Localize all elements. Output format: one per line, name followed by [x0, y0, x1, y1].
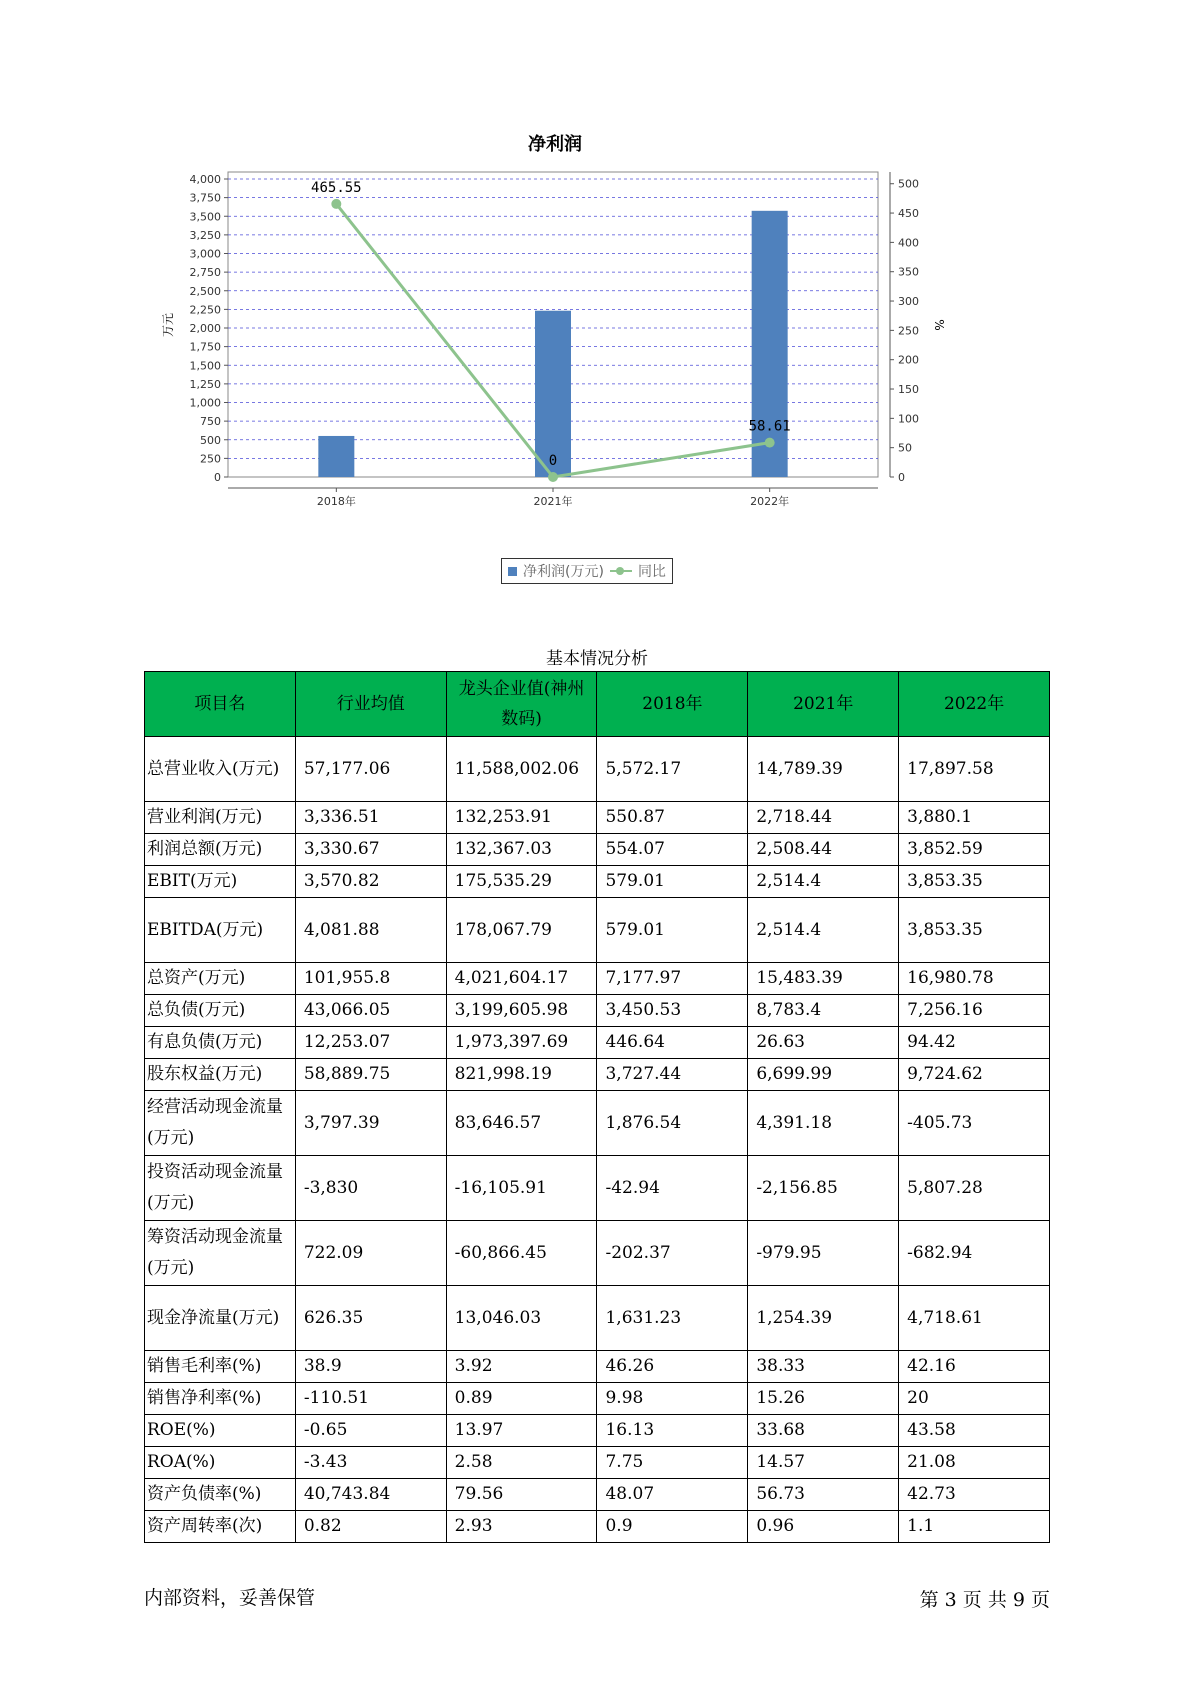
y2-tick-label: 450 — [898, 207, 919, 221]
table-cell: 1,631.23 — [597, 1286, 748, 1351]
table-cell: -3,830 — [295, 1156, 446, 1221]
table-cell: 42.73 — [899, 1479, 1050, 1511]
table-cell: -110.51 — [295, 1383, 446, 1415]
data-label: 58.61 — [748, 418, 791, 435]
y2-tick-label: 350 — [898, 265, 919, 279]
footer-page-number: 第 3 页 共 9 页 — [919, 1589, 1050, 1611]
row-name-cell: 资产周转率(次) — [145, 1511, 296, 1543]
table-cell: 1,254.39 — [748, 1286, 899, 1351]
y-tick-label: 3,500 — [189, 210, 221, 224]
table-row — [145, 995, 1050, 1027]
y-tick-label: 4,000 — [189, 173, 221, 186]
table-cell: 42.16 — [899, 1351, 1050, 1383]
bar — [318, 436, 354, 477]
table-cell: 101,955.8 — [295, 963, 446, 995]
table-cell: -42.94 — [597, 1156, 748, 1221]
table-cell: 3,330.67 — [295, 834, 446, 866]
y-tick-label: 2,250 — [189, 303, 221, 317]
table-cell: 1.1 — [899, 1511, 1050, 1543]
legend-label-bar: 净利润(万元) — [523, 564, 604, 580]
table-cell: 722.09 — [295, 1221, 446, 1286]
chart-legend — [501, 558, 673, 584]
x-tick-label: 2018年 — [316, 495, 356, 508]
table-cell: 40,743.84 — [295, 1479, 446, 1511]
table-cell: 15.26 — [748, 1383, 899, 1415]
table-cell: 5,572.17 — [597, 737, 748, 802]
row-name-cell: 总负债(万元) — [145, 995, 296, 1027]
table-header-cell: 2021年 — [748, 672, 899, 737]
y2-axis-label: % — [932, 319, 946, 331]
table-cell: 7.75 — [597, 1447, 748, 1479]
table-cell: 14.57 — [748, 1447, 899, 1479]
table-cell: 2,508.44 — [748, 834, 899, 866]
y-tick-label: 2,500 — [189, 284, 221, 298]
table-cell: 9.98 — [597, 1383, 748, 1415]
table-cell: 0.89 — [446, 1383, 597, 1415]
table-cell: 11,588,002.06 — [446, 737, 597, 802]
table-cell: 3,199,605.98 — [446, 995, 597, 1027]
table-row — [145, 802, 1050, 834]
y2-tick-label: 100 — [898, 412, 919, 426]
table-row — [145, 1221, 1050, 1286]
table-cell: 58,889.75 — [295, 1059, 446, 1091]
table-cell: -16,105.91 — [446, 1156, 597, 1221]
table-cell: 3,852.59 — [899, 834, 1050, 866]
table-row — [145, 1511, 1050, 1543]
row-name-cell: EBIT(万元) — [145, 866, 296, 898]
table-cell: 9,724.62 — [899, 1059, 1050, 1091]
table-cell: 579.01 — [597, 898, 748, 963]
table-body — [145, 737, 1050, 1543]
table-cell: -3.43 — [295, 1447, 446, 1479]
x-tick-label: 2021年 — [533, 495, 573, 508]
legend-label-line: 同比 — [637, 564, 666, 580]
y2-tick-label: 200 — [898, 353, 919, 367]
table-cell: 43,066.05 — [295, 995, 446, 1027]
y-tick-label: 2,000 — [189, 322, 221, 335]
y-tick-label: 0 — [214, 471, 221, 484]
table-cell: -202.37 — [597, 1221, 748, 1286]
line-point — [765, 438, 775, 448]
table-cell: 26.63 — [748, 1027, 899, 1059]
table-row — [145, 834, 1050, 866]
table-cell: 43.58 — [899, 1415, 1050, 1447]
table-header-row — [145, 672, 1050, 737]
row-name-cell: 现金净流量(万元) — [145, 1286, 296, 1351]
y-tick-label: 1,750 — [189, 340, 221, 354]
table-cell: 3,727.44 — [597, 1059, 748, 1091]
table-cell: 7,177.97 — [597, 963, 748, 995]
table-cell: 2,514.4 — [748, 866, 899, 898]
table-cell: 132,253.91 — [446, 802, 597, 834]
y2-tick-label: 400 — [898, 236, 919, 250]
table-cell: -682.94 — [899, 1221, 1050, 1286]
table-cell: -979.95 — [748, 1221, 899, 1286]
table-header-cell: 2022年 — [899, 672, 1050, 737]
table-cell: 3,853.35 — [899, 898, 1050, 963]
table-cell: 3,336.51 — [295, 802, 446, 834]
data-label: 0 — [548, 453, 558, 469]
table-cell: 14,789.39 — [748, 737, 899, 802]
y2-tick-label: 150 — [898, 383, 919, 397]
y-tick-label: 1,500 — [189, 359, 221, 373]
table-row — [145, 1156, 1050, 1221]
table-cell: -0.65 — [295, 1415, 446, 1447]
chart-title: 净利润 — [528, 134, 582, 155]
row-name-cell: ROE(%) — [145, 1415, 296, 1447]
table-cell: 550.87 — [597, 802, 748, 834]
y2-tick-label: 500 — [898, 177, 919, 191]
table-cell: 48.07 — [597, 1479, 748, 1511]
table-cell: 17,897.58 — [899, 737, 1050, 802]
table-cell: 446.64 — [597, 1027, 748, 1059]
table-row — [145, 1027, 1050, 1059]
table-header-cell: 项目名 — [145, 672, 296, 737]
y-tick-label: 750 — [200, 415, 221, 429]
table-cell: 0.96 — [748, 1511, 899, 1543]
row-name-cell: 利润总额(万元) — [145, 834, 296, 866]
table-cell: 15,483.39 — [748, 963, 899, 995]
table-row — [145, 1091, 1050, 1156]
row-name-cell: 总资产(万元) — [145, 963, 296, 995]
table-cell: 4,391.18 — [748, 1091, 899, 1156]
y-tick-label: 3,000 — [189, 247, 221, 261]
table-cell: 554.07 — [597, 834, 748, 866]
table-cell: 8,783.4 — [748, 995, 899, 1027]
table-cell: 821,998.19 — [446, 1059, 597, 1091]
table-cell: 6,699.99 — [748, 1059, 899, 1091]
analysis-table-wrap — [144, 671, 1050, 1543]
y-tick-label: 3,250 — [189, 228, 221, 242]
table-cell: 5,807.28 — [899, 1156, 1050, 1221]
table-cell: 16,980.78 — [899, 963, 1050, 995]
table-caption: 基本情况分析 — [546, 649, 648, 669]
table-cell: 178,067.79 — [446, 898, 597, 963]
table-cell: 3,570.82 — [295, 866, 446, 898]
table-cell: 33.68 — [748, 1415, 899, 1447]
table-cell: 0.9 — [597, 1511, 748, 1543]
y-tick-label: 250 — [200, 452, 221, 466]
y2-tick-label: 250 — [898, 324, 919, 338]
table-cell: 3.92 — [446, 1351, 597, 1383]
row-name-cell: ROA(%) — [145, 1447, 296, 1479]
table-cell: 0.82 — [295, 1511, 446, 1543]
chart-canvas — [150, 130, 1040, 590]
table-cell: 2.93 — [446, 1511, 597, 1543]
table-header-cell: 行业均值 — [295, 672, 446, 737]
table-cell: 21.08 — [899, 1447, 1050, 1479]
row-name-cell: 有息负债(万元) — [145, 1027, 296, 1059]
row-name-cell: 筹资活动现金流量(万元) — [145, 1221, 296, 1286]
y-axis-label: 万元 — [161, 312, 175, 338]
table-cell: 13,046.03 — [446, 1286, 597, 1351]
data-label: 465.55 — [311, 179, 362, 196]
table-cell: 94.42 — [899, 1027, 1050, 1059]
table-cell: 2.58 — [446, 1447, 597, 1479]
analysis-table — [144, 671, 1050, 1543]
table-row — [145, 1286, 1050, 1351]
table-cell: 56.73 — [748, 1479, 899, 1511]
table-cell: -405.73 — [899, 1091, 1050, 1156]
y-tick-label: 3,750 — [189, 191, 221, 205]
row-name-cell: 经营活动现金流量(万元) — [145, 1091, 296, 1156]
y2-tick-label: 0 — [898, 471, 905, 484]
line-point — [331, 199, 341, 209]
y2-tick-label: 300 — [898, 295, 919, 309]
table-cell: 7,256.16 — [899, 995, 1050, 1027]
table-row — [145, 737, 1050, 802]
table-cell: 38.33 — [748, 1351, 899, 1383]
legend-line-swatch — [610, 566, 632, 576]
net-profit-chart — [150, 130, 1040, 590]
row-name-cell: 销售毛利率(%) — [145, 1351, 296, 1383]
table-cell: 3,797.39 — [295, 1091, 446, 1156]
table-row — [145, 866, 1050, 898]
y-tick-label: 2,750 — [189, 266, 221, 280]
table-cell: 20 — [899, 1383, 1050, 1415]
table-row — [145, 1059, 1050, 1091]
row-name-cell: EBITDA(万元) — [145, 898, 296, 963]
legend-bar-swatch — [508, 567, 517, 576]
table-cell: 38.9 — [295, 1351, 446, 1383]
y-tick-label: 500 — [200, 433, 221, 447]
table-row — [145, 1415, 1050, 1447]
table-cell: -2,156.85 — [748, 1156, 899, 1221]
table-cell: 3,853.35 — [899, 866, 1050, 898]
x-tick-label: 2022年 — [750, 495, 790, 508]
table-cell: 1,876.54 — [597, 1091, 748, 1156]
table-cell: 46.26 — [597, 1351, 748, 1383]
bar — [752, 211, 788, 477]
table-cell: 132,367.03 — [446, 834, 597, 866]
table-row — [145, 898, 1050, 963]
table-cell: 175,535.29 — [446, 866, 597, 898]
table-row — [145, 1383, 1050, 1415]
y-tick-label: 1,000 — [189, 396, 221, 410]
row-name-cell: 股东权益(万元) — [145, 1059, 296, 1091]
table-header-cell: 2018年 — [597, 672, 748, 737]
table-cell: 626.35 — [295, 1286, 446, 1351]
table-cell: 16.13 — [597, 1415, 748, 1447]
table-cell: 79.56 — [446, 1479, 597, 1511]
table-cell: 4,718.61 — [899, 1286, 1050, 1351]
table-cell: 4,021,604.17 — [446, 963, 597, 995]
line-point — [548, 472, 558, 482]
table-cell: 2,718.44 — [748, 802, 899, 834]
row-name-cell: 投资活动现金流量(万元) — [145, 1156, 296, 1221]
table-cell: 12,253.07 — [295, 1027, 446, 1059]
table-row — [145, 1351, 1050, 1383]
y2-tick-label: 50 — [898, 441, 912, 455]
table-cell: 83,646.57 — [446, 1091, 597, 1156]
table-cell: 579.01 — [597, 866, 748, 898]
table-cell: 57,177.06 — [295, 737, 446, 802]
table-cell: 1,973,397.69 — [446, 1027, 597, 1059]
row-name-cell: 资产负债率(%) — [145, 1479, 296, 1511]
row-name-cell: 总营业收入(万元) — [145, 737, 296, 802]
table-cell: 13.97 — [446, 1415, 597, 1447]
table-row — [145, 1479, 1050, 1511]
table-cell: 2,514.4 — [748, 898, 899, 963]
table-cell: 3,450.53 — [597, 995, 748, 1027]
row-name-cell: 销售净利率(%) — [145, 1383, 296, 1415]
table-cell: 4,081.88 — [295, 898, 446, 963]
y-tick-label: 1,250 — [189, 377, 221, 391]
table-header-cell: 龙头企业值(神州数码) — [446, 672, 597, 737]
table-cell: -60,866.45 — [446, 1221, 597, 1286]
table-cell: 3,880.1 — [899, 802, 1050, 834]
table-row — [145, 963, 1050, 995]
footer-confidential-note: 内部资料，妥善保管 — [144, 1587, 316, 1609]
table-row — [145, 1447, 1050, 1479]
row-name-cell: 营业利润(万元) — [145, 802, 296, 834]
